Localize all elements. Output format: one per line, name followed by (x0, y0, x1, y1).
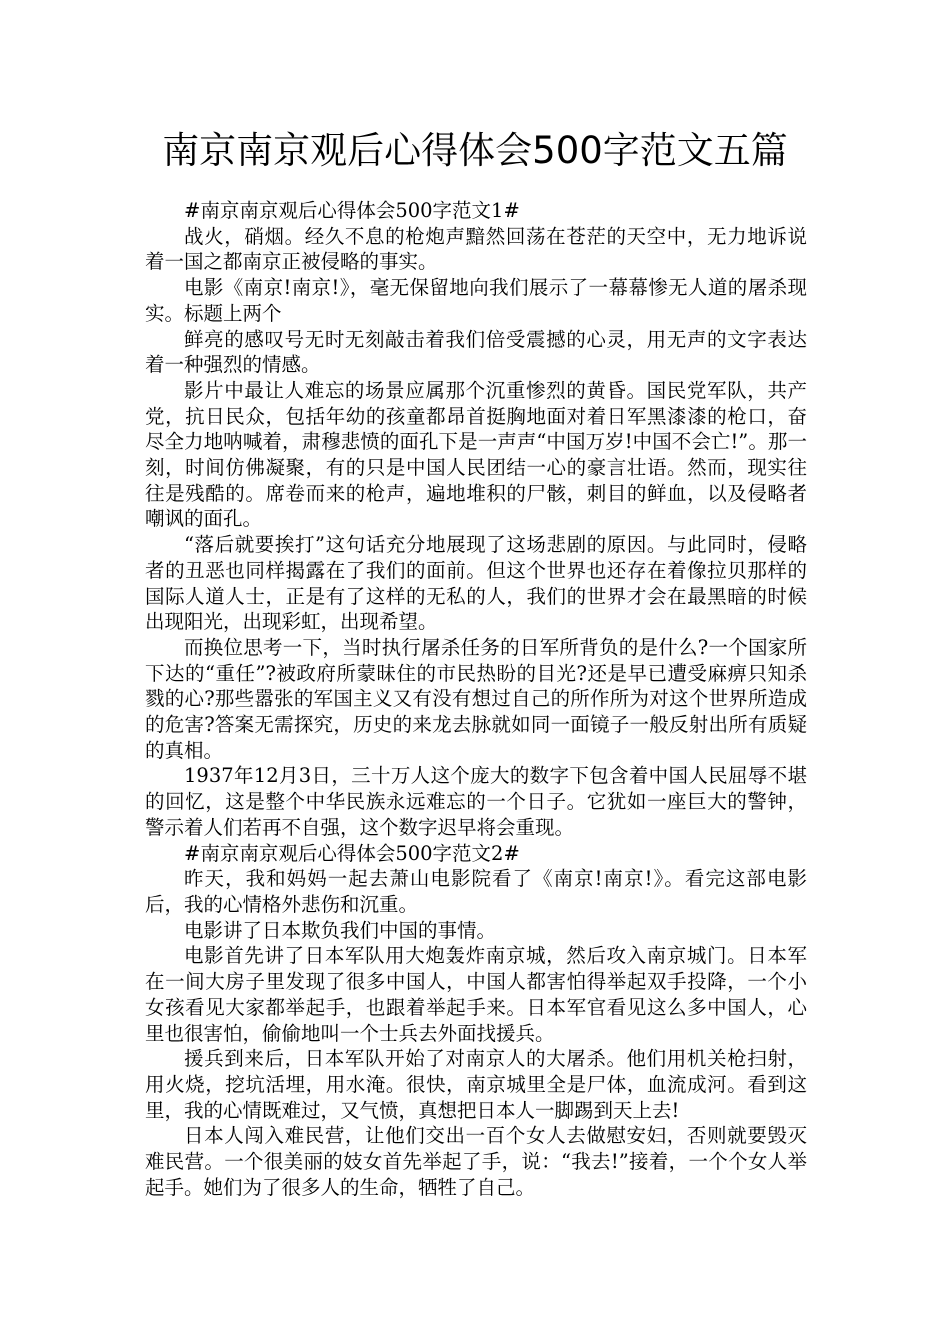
paragraph: 电影首先讲了日本军队用大炮轰炸南京城，然后攻入南京城门。日本军在一间大房子里发现了很多中国人，中国人都害怕得举起双手投降，一个小女孩看见大家都举起手，也跟着举起手来。日本军官看见这么多中国人，心里也很害怕，偷偷地叫一个士兵去外面找援兵。 (145, 944, 807, 1045)
paragraph: 援兵到来后，日本军队开始了对南京人的大屠杀。他们用机关枪扫射，用火烧，挖坑活埋，用水淹。很快，南京城里全是尸体，血流成河。看到这里，我的心情既难过，又气愤，真想把日本人一脚踢到天上去! (145, 1047, 807, 1122)
section-heading: #南京南京观后心得体会500字范文1# (184, 199, 520, 222)
paragraph: 昨天，我和妈妈一起去萧山电影院看了《南京!南京!》。看完这部电影后，我的心情格外悲伤和沉重。 (145, 867, 807, 916)
document-body (145, 198, 807, 1200)
paragraph: 1937年12月3日，三十万人这个庞大的数字下包含着中国人民屈辱不堪的回忆，这是整个中华民族永远难忘的一个日子。它犹如一座巨大的警钟，警示着人们若再不自强，这个数字迟早将会重现。 (145, 764, 807, 839)
document-title: 南京南京观后心得体会500字范文五篇 (162, 129, 788, 172)
paragraph: 而换位思考一下，当时执行屠杀任务的日军所背负的是什么?一个国家所下达的“重任”?被政府所蒙昧住的市民热盼的目光?还是早已遭受麻痹只知杀戮的心?那些嚣张的军国主义又有没有想过自己的所作所为对这个世界所造成的危害?答案无需探究，历史的来龙去脉就如同一面镜子一般反射出所有质疑的真相。 (145, 635, 807, 762)
paragraph: 电影讲了日本欺负我们中国的事情。 (184, 918, 497, 942)
paragraph: 影片中最让人难忘的场景应属那个沉重惨烈的黄昏。国民党军队，共产党，抗日民众，包括年幼的孩童都昂首挺胸地面对着日军黑漆漆的枪口，奋尽全力地呐喊着，肃穆悲愤的面孔下是一声声“中国万岁!中国不会亡!”。那一刻，时间仿佛凝聚，有的只是中国人民团结一心的豪言壮语。然而，现实往往是残酷的。席卷而来的枪声，遍地堆积的尸骸，刺目的鲜血，以及侵略者嘲讽的面孔。 (145, 378, 807, 531)
paragraph: 电影《南京!南京!》，毫无保留地向我们展示了一幕幕惨无人道的屠杀现实。标题上两个 (145, 276, 807, 325)
section-heading: #南京南京观后心得体会500字范文2# (184, 841, 520, 865)
paragraph: 鲜亮的感叹号无时无刻敲击着我们倍受震撼的心灵，用无声的文字表达着一种强烈的情感。 (145, 327, 807, 377)
paragraph: “落后就要挨打”这句话充分地展现了这场悲剧的原因。与此同时，侵略者的丑恶也同样揭露在了我们的面前。但这个世界也还存在着像拉贝那样的国际人道人士，正是有了这样的无私的人，我们的世界才会在最黑暗的时候出现阳光，出现彩虹，出现希望。 (145, 533, 807, 634)
paragraph: 日本人闯入难民营，让他们交出一百个女人去做慰安妇，否则就要毁灭难民营。一个很美丽的妓女首先举起了手，说：“我去!”接着，一个个女人举起手。她们为了很多人的生命，牺牲了自己。 (145, 1124, 807, 1199)
paragraph: 战火，硝烟。经久不息的枪炮声黯然回荡在苍茫的天空中，无力地诉说着一国之都南京正被侵略的事实。 (145, 224, 807, 274)
